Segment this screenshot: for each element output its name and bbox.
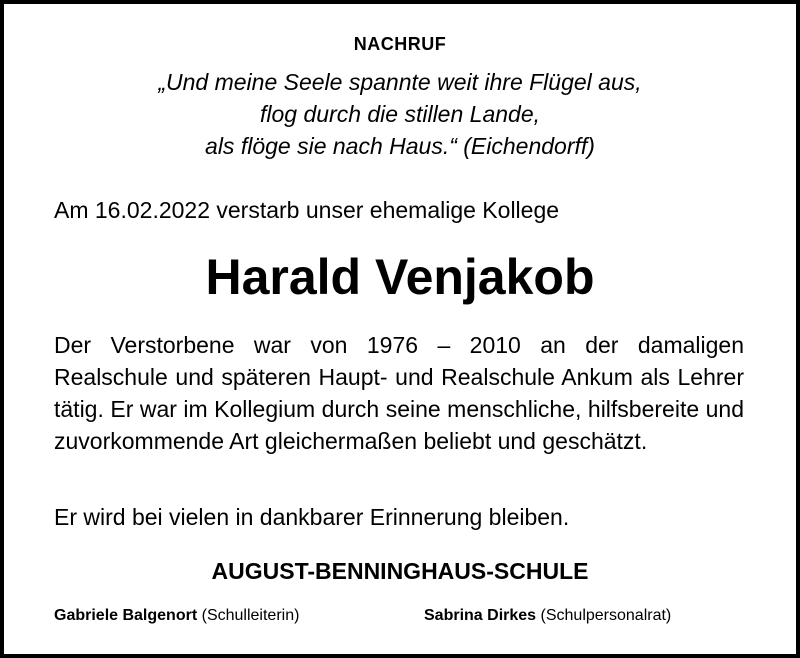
quote-line: flog durch die stillen Lande, bbox=[259, 101, 541, 127]
closing-text: Er wird bei vielen in dankbarer Erinnerung bleiben. bbox=[54, 504, 570, 530]
signer-role: (Schulpersonalrat) bbox=[540, 607, 672, 624]
signer-name: Gabriele Balgenort bbox=[54, 607, 198, 624]
signer-role: (Schulleiterin) bbox=[201, 607, 300, 624]
signer bbox=[424, 607, 671, 625]
intro-text: Am 16.02.2022 verstarb unser ehemalige Kollege bbox=[54, 197, 560, 223]
school-name: AUGUST-BENNINGHAUS-SCHULE bbox=[211, 558, 589, 584]
notice-heading: NACHRUF bbox=[353, 34, 447, 54]
signer-name: Sabrina Dirkes bbox=[424, 607, 537, 624]
body-paragraph: Der Verstorbene war von 1976 – 2010 an der damaligen Realschule und späteren Haupt- und Realschule Ankum als Lehrer tätig. Er war im Kollegium durch seine menschliche, hilfsbereite und zuvorkommende Art gleichermaßen beliebt und geschätzt. bbox=[54, 332, 744, 454]
quote-line: als flöge sie nach Haus.“ (Eichendorff) bbox=[205, 133, 595, 159]
signer bbox=[54, 607, 299, 625]
quote-block bbox=[4, 66, 796, 162]
deceased-name: Harald Venjakob bbox=[205, 249, 595, 305]
quote-line: „Und meine Seele spannte weit ihre Flügel aus, bbox=[158, 69, 642, 95]
